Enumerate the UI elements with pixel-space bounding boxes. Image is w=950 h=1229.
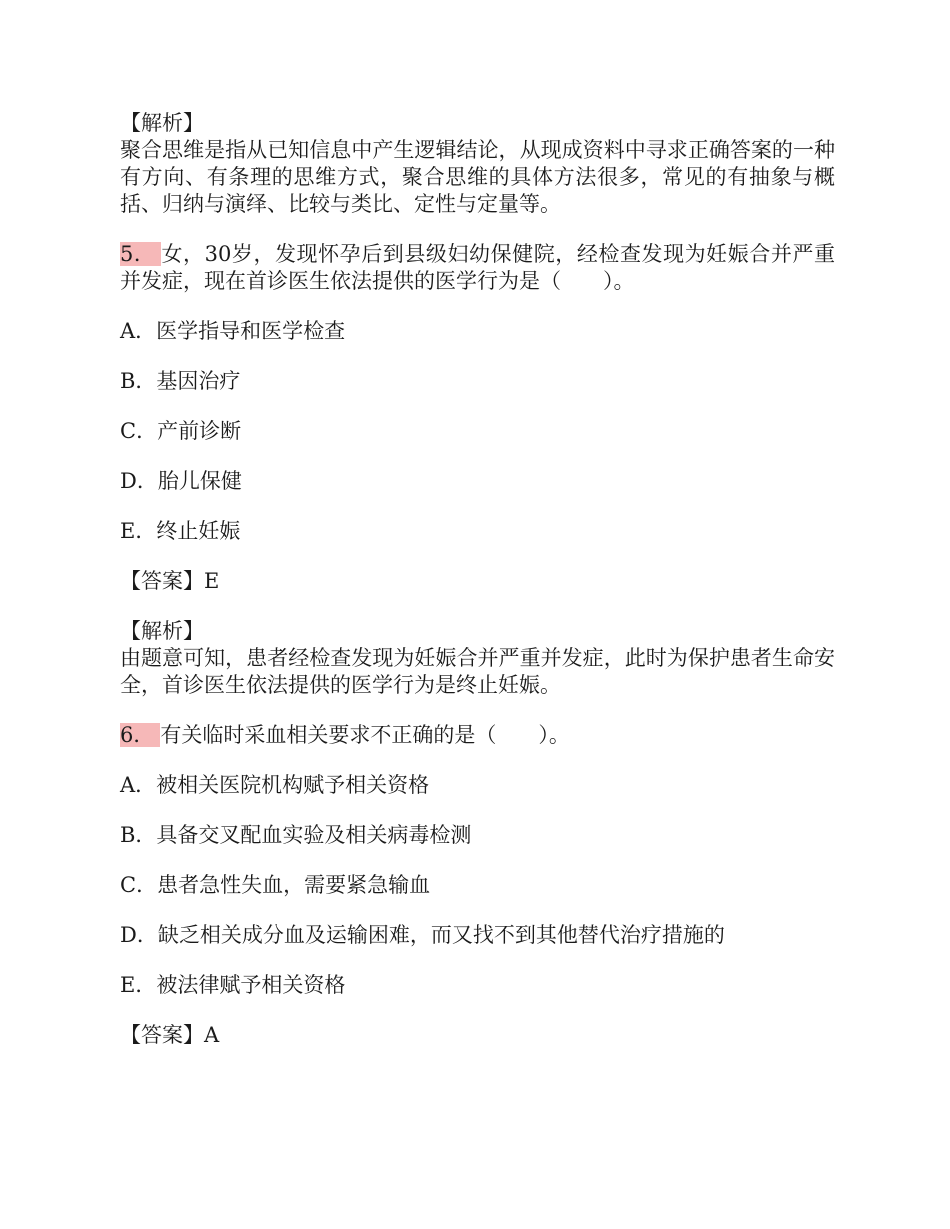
analysis-heading: 【解析】 [120, 619, 204, 643]
question-5-text: 女，30岁，发现怀孕后到县级妇幼保健院，经检查发现为妊娠合并严重并发症，现在首诊医生依法提供的医学行为是（ ）。 [120, 242, 835, 293]
analysis-text: 由题意可知，患者经检查发现为妊娠合并严重并发症，此时为保护患者生命安全，首诊医生依法提供的医学行为是终止妊娠。 [120, 646, 835, 697]
answer-label: 【答案】 [120, 1023, 204, 1047]
question-5-number: 5． [120, 242, 161, 266]
q5-option-b: B．基因治疗 [120, 369, 241, 393]
q6-answer [120, 1022, 835, 1049]
q6-option-b: B．具备交叉配血实验及相关病毒检测 [120, 823, 472, 847]
q5-option-a: A．医学指导和医学检查 [120, 319, 346, 343]
answer-value: E [204, 569, 220, 593]
question-6-number: 6． [120, 723, 160, 747]
q6-option-e: E．被法律赋予相关资格 [120, 973, 346, 997]
question-6-stem [120, 722, 835, 749]
document-page [120, 110, 835, 1072]
question-5-text-line [120, 241, 835, 295]
prev-analysis-block [120, 110, 835, 218]
answer-label: 【答案】 [120, 569, 204, 593]
analysis-heading: 【解析】 [120, 111, 204, 135]
analysis-text: 聚合思维是指从已知信息中产生逻辑结论，从现成资料中寻求正确答案的一种有方向、有条理的思维方式，聚合思维的具体方法很多，常见的有抽象与概括、归纳与演绎、比较与类比、定性与定量等。 [120, 138, 835, 216]
q5-analysis-block [120, 618, 835, 699]
q5-option-c: C．产前诊断 [120, 419, 242, 443]
q6-option-d: D．缺乏相关成分血及运输困难，而又找不到其他替代治疗措施的 [120, 923, 725, 947]
q5-option-d: D．胎儿保健 [120, 469, 242, 493]
q5-answer [120, 568, 835, 595]
answer-value: A [204, 1023, 220, 1047]
question-6-text-line [120, 722, 835, 749]
question-6-text: 有关临时采血相关要求不正确的是（ ）。 [160, 723, 570, 747]
q5-option-e: E．终止妊娠 [120, 519, 241, 543]
question-5-stem [120, 241, 835, 295]
q6-option-a: A．被相关医院机构赋予相关资格 [120, 773, 430, 797]
q6-option-c: C．患者急性失血，需要紧急输血 [120, 873, 431, 897]
